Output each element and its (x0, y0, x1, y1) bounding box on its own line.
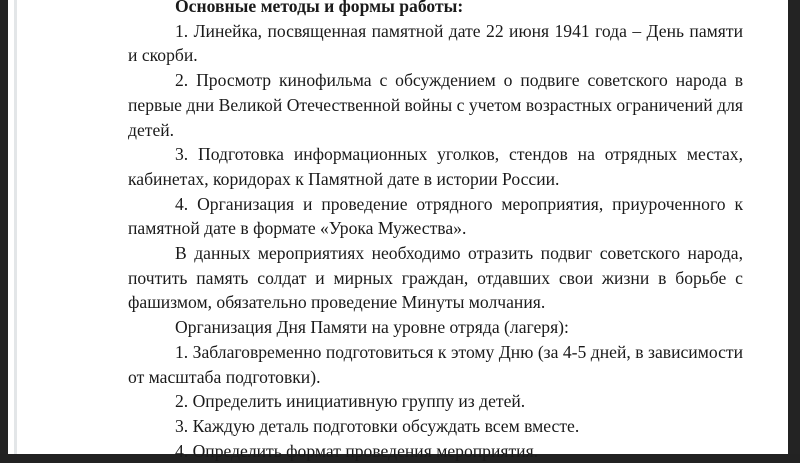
paragraph-events-note: В данных мероприятиях необходимо отразить подвиг советского народа, почтить память солдат и мирных граждан, отдавших свои жизни в борьбе с фашизмом, обязательно проведение Минуты молчания. (128, 243, 743, 313)
paragraph-org-step-3: 3. Каждую деталь подготовки обсуждать всем вместе. (175, 415, 580, 436)
paragraph-org-step-2: 2. Определить инициативную группу из детей. (175, 391, 526, 412)
paragraph-org-step-4: 4. Определить формат проведения мероприятия. (175, 440, 539, 461)
document-body (128, 0, 743, 463)
paragraph-method-2: 2. Просмотр кинофильма с обсуждением о подвиге советского народа в первые дни Великой Отечественной войны с учетом возрастных ограничений для детей. (128, 70, 743, 140)
paragraph-method-3: 3. Подготовка информационных уголков, стендов на отрядных местах, кабинетах, коридорах к Памятной дате в истории России. (128, 144, 743, 189)
page-edge-shadow (14, 0, 17, 454)
section-heading: Основные методы и формы работы: (175, 0, 464, 16)
left-dark-margin (0, 0, 8, 454)
right-dark-margin (788, 0, 800, 454)
paragraph-org-step-1: 1. Заблаговременно подготовиться к этому Дню (за 4-5 дней, в зависимости от масштаба подготовки). (128, 341, 743, 387)
paragraph-method-1: 1. Линейка, посвященная памятной дате 22 июня 1941 года – День памяти и скорби. (128, 20, 743, 66)
document-page (8, 0, 788, 461)
paragraph-method-4: 4. Организация и проведение отрядного мероприятия, приуроченного к памятной дате в формате «Урока Мужества». (128, 193, 743, 239)
paragraph-organization-heading: Организация Дня Памяти на уровне отряда (лагеря): (175, 317, 569, 338)
